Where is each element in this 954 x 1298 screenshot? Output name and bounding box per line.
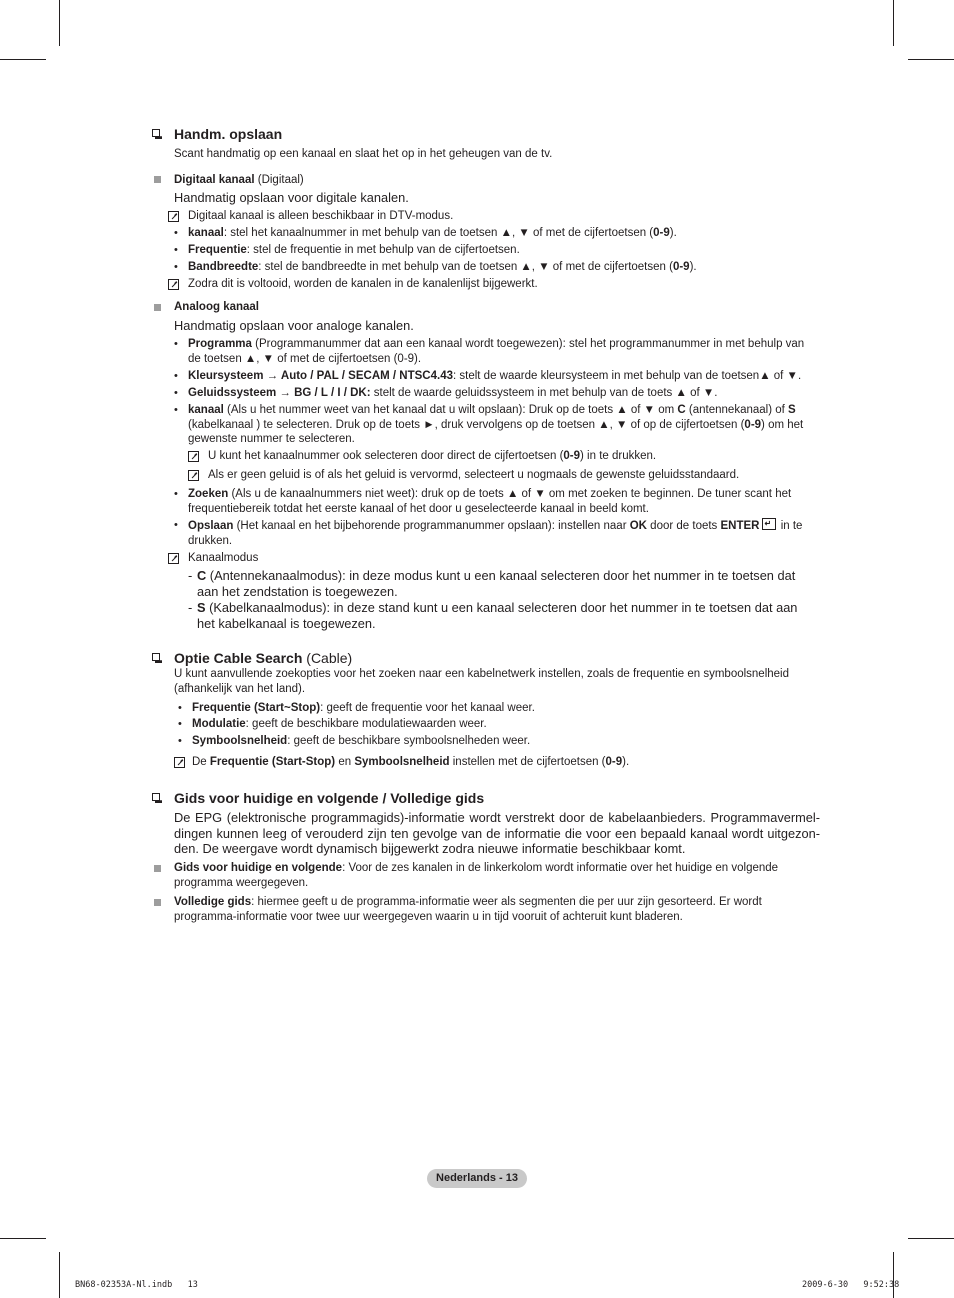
bullet-icon: • [174, 488, 178, 500]
list-item: Frequentie (Start~Stop): geeft de frequentie voor het kanaal weer. [192, 702, 535, 714]
section-desc: Scant handmatig op een kanaal en slaat het op in het geheugen van de tv. [174, 148, 553, 160]
note-icon [174, 757, 185, 768]
list-item: Volledige gids: hiermee geeft u de programma-informatie weer als segmenten die per uur zijn gesorteerd. Er wordt programma-informatie voor twee uur weergegeven waarin u in tijd vooruit of achteruit kunt bladeren. [174, 896, 762, 923]
bullet-icon: • [174, 370, 178, 382]
subheading-analoog: Analoog kanaal [174, 301, 259, 313]
list-item: kanaal: stel het kanaalnummer in met behulp van de toetsen ▲, ▼ of met de cijfertoetsen (0-9). [188, 227, 677, 239]
note-icon [188, 470, 199, 481]
crop-mark [908, 1238, 954, 1239]
list-item: Kleursysteem → Auto / PAL / SECAM / NTSC4.43: stelt de waarde kleursysteem in met behulp van de toetsen▲ of ▼. [188, 370, 802, 382]
crop-mark [908, 59, 954, 60]
enter-icon: ↵ [762, 518, 776, 530]
bullet-icon: • [174, 519, 178, 531]
note-text: De Frequentie (Start-Stop) en Symboolsnelheid instellen met de cijfertoetsen (0-9). [192, 756, 630, 768]
bullet-icon: • [174, 261, 178, 273]
checkbox-bullet-icon [152, 129, 160, 137]
list-item: Zoeken (Als u de kanaalnummers niet weet): druk op de toets ▲ of ▼ om met zoeken te beginnen. De tuner scant het frequentiebereik totdat het eerste kanaal of het door u geselecteerde kanaal in beeld komt. [188, 488, 792, 515]
bullet-icon: • [174, 404, 178, 416]
list-item: Symboolsnelheid: geeft de beschikbare symboolsnelheden weer. [192, 735, 531, 747]
list-item: Frequentie: stel de frequentie in met behulp van de cijfertoetsen. [188, 244, 520, 256]
subheading-digitaal: Digitaal kanaal (Digitaal) [174, 174, 304, 186]
square-bullet-icon [154, 304, 161, 311]
crop-mark [59, 0, 60, 46]
list-item: Bandbreedte: stel de bandbreedte in met behulp van de toetsen ▲, ▼ of met de cijfertoetsen (0-9). [188, 261, 697, 273]
note-text: Als er geen geluid is of als het geluid is vervormd, selecteert u nogmaals de gewenste geluidsstandaard. [208, 469, 740, 481]
bullet-icon: • [178, 735, 182, 747]
bullet-icon: • [178, 718, 182, 730]
bullet-icon: • [178, 702, 182, 714]
note-icon [168, 211, 179, 222]
square-bullet-icon [154, 865, 161, 872]
note-icon [168, 553, 179, 564]
bullet-icon: • [174, 227, 178, 239]
print-date-info: 2009-6-30 9:52:38 [802, 1280, 900, 1290]
page-number-badge: Nederlands - 13 [427, 1169, 527, 1188]
section-desc: De EPG (elektronische programmagids)-informatie wordt verstrekt door de kabelaanbieders. Programmavermel-dingen kunnen leeg of verouderd zijn ten gevolge van de informatie die voor een bepaald kanaal wordt uitgezon-den. De weergave wordt dynamisch bijgewerkt zodra nieuwe informatie beschikbaar komt. [174, 810, 820, 856]
section-title-optie: Optie Cable Search (Cable) [174, 650, 353, 666]
section-title-handm: Handm. opslaan [174, 126, 283, 142]
dash-icon: - [188, 600, 193, 615]
note-icon [188, 451, 199, 462]
list-item: Programma (Programmanummer dat aan een kanaal wordt toegewezen): stel het programmanummer in met behulp van de toetsen ▲, ▼ of met de cijfertoetsen (0-9). [188, 338, 805, 365]
crop-mark [893, 0, 894, 46]
list-item: kanaal (Als u het nummer weet van het kanaal dat u wilt opslaan): Druk op de toets ▲ of ▼ om C (antennekanaal) of S (kabelkanaal ) te selecteren. Druk op de toets ►, druk vervolgens op de toetsen ▲, ▼ of op de cijfertoetsen (0-9) om het gewenste nummer te selecteren. [188, 404, 804, 445]
checkbox-bullet-icon [152, 793, 160, 801]
square-bullet-icon [154, 176, 161, 183]
crop-mark [0, 59, 46, 60]
square-bullet-icon [154, 899, 161, 906]
section-desc: U kunt aanvullende zoekopties voor het zoeken naar een kabelnetwerk instellen, zoals de frequentie en symboolsnelheid (afhankelijk van het land). [174, 668, 790, 695]
list-item: Opslaan (Het kanaal en het bijbehorende programmanummer opslaan): instellen naar OK door de toets ENTER ↵ in te drukken. [188, 519, 803, 547]
subheading-desc: Handmatig opslaan voor digitale kanalen. [174, 190, 409, 205]
list-item: S (Kabelkanaalmodus): in deze stand kunt u een kanaal selecteren door het nummer in te toetsen dat aan het kabelkanaal is toegewezen. [197, 600, 798, 631]
crop-mark [0, 1238, 46, 1239]
list-item: C (Antennekanaalmodus): in deze modus kunt u een kanaal selecteren door het nummer in te toetsen dat aan het zendstation is toegewezen. [197, 568, 796, 599]
note-icon [168, 279, 179, 290]
list-item: Gids voor huidige en volgende: Voor de zes kanalen in de linkerkolom wordt informatie over het huidige en volgende programma weergegeven. [174, 862, 779, 889]
dash-icon: - [188, 568, 193, 583]
note-text: Zodra dit is voltooid, worden de kanalen in de kanalenlijst bijgewerkt. [188, 278, 538, 290]
list-item: Geluidssysteem → BG / L / I / DK: stelt de waarde geluidssysteem in met behulp van de toets ▲ of ▼. [188, 387, 718, 399]
crop-mark [59, 1252, 60, 1298]
checkbox-bullet-icon [152, 653, 160, 661]
bullet-icon: • [174, 244, 178, 256]
note-text: Kanaalmodus [188, 552, 259, 564]
bullet-icon: • [174, 387, 178, 399]
crop-mark [893, 1252, 894, 1298]
list-item: Modulatie: geeft de beschikbare modulatiewaarden weer. [192, 718, 487, 730]
note-text: U kunt het kanaalnummer ook selecteren door direct de cijfertoetsen (0-9) in te drukken. [208, 450, 657, 462]
subheading-desc: Handmatig opslaan voor analoge kanalen. [174, 318, 414, 333]
section-title-gids: Gids voor huidige en volgende / Volledige gids [174, 790, 485, 806]
note-text: Digitaal kanaal is alleen beschikbaar in DTV-modus. [188, 210, 454, 222]
print-file-info: BN68-02353A-Nl.indb 13 [75, 1280, 198, 1290]
bullet-icon: • [174, 338, 178, 350]
